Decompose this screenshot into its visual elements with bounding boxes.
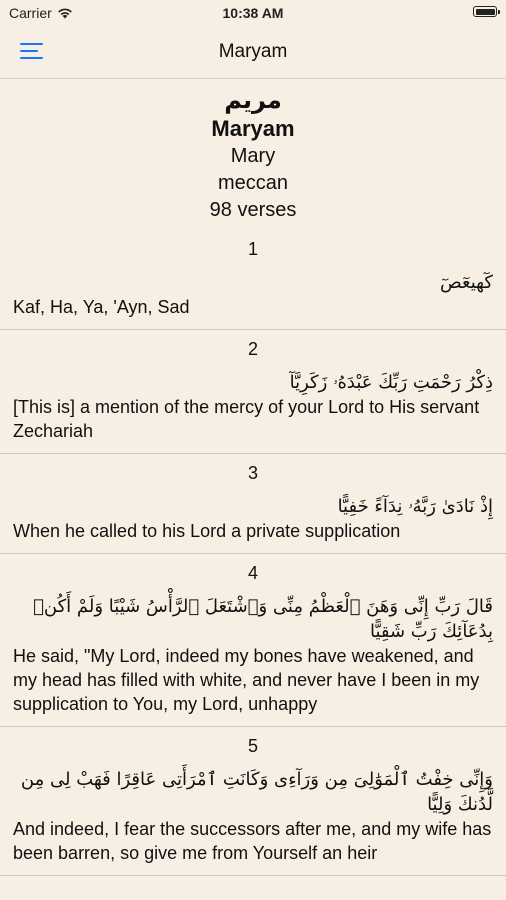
surah-arabic-name: مريم xyxy=(224,86,282,114)
verse-translation: [This is] a mention of the mercy of your Lord to His servant Zechariah xyxy=(13,397,480,441)
verse-arabic: وَإِنِّى خِفْتُ ٱلْمَوَٰلِىَ مِن وَرَآءِى وَكَانَتِ ٱمْرَأَتِى عَاقِرًا فَهَبْ لِى مِن لَّدُنكَ وَلِيًّا xyxy=(20,769,493,815)
status-bar xyxy=(0,0,506,26)
verse-item[interactable] xyxy=(0,554,506,727)
clock: 10:38 AM xyxy=(222,5,284,21)
surah-verse-count: 98 verses xyxy=(209,199,297,221)
verse-item[interactable] xyxy=(0,330,506,454)
verse-list xyxy=(0,230,506,876)
verse-item[interactable] xyxy=(0,727,506,876)
verse-number: 2 xyxy=(247,339,258,359)
battery-icon xyxy=(473,6,497,17)
surah-english-name: Mary xyxy=(230,145,276,167)
verse-number: 5 xyxy=(247,736,258,756)
verse-translation: Kaf, Ha, Ya, 'Ayn, Sad xyxy=(13,297,190,317)
verse-translation: And indeed, I fear the successors after me, and my wife has been barren, so give me from Yourself an heir xyxy=(13,819,492,863)
verse-translation: He said, "My Lord, indeed my bones have weakened, and my head has filled with white, and never have I been in my supplication to You, my Lord, unhappy xyxy=(13,646,480,714)
verse-number: 4 xyxy=(247,563,258,583)
verse-translation: When he called to his Lord a private supplication xyxy=(13,521,401,541)
verse-arabic: إِذْ نَادَىٰ رَبَّهُۥ نِدَآءً خَفِيًّا xyxy=(337,496,493,517)
surah-revelation-type: meccan xyxy=(217,172,289,194)
verse-item[interactable] xyxy=(0,454,506,554)
carrier-label: Carrier xyxy=(9,5,52,21)
surah-header xyxy=(0,79,506,224)
navigation-bar xyxy=(0,26,506,79)
nav-title: Maryam xyxy=(218,41,288,62)
surah-name: Maryam xyxy=(211,116,295,141)
verse-arabic: ذِكْرُ رَحْمَتِ رَبِّكَ عَبْدَهُۥ زَكَرِيَّآ xyxy=(289,372,493,393)
verse-number: 1 xyxy=(247,239,258,259)
verse-number: 3 xyxy=(247,463,258,483)
verse-item[interactable] xyxy=(0,230,506,330)
verse-arabic: قَالَ رَبِّ إِنِّى وَهَنَ ٱلْعَظْمُ مِنِّى وَٱشْتَعَلَ ٱلرَّأْسُ شَيْبًا وَلَمْ أَكُنۢ بِدُعَآئِكَ رَبِّ شَقِيًّا xyxy=(33,596,493,642)
verse-arabic: كٓهيعٓصٓ xyxy=(439,272,493,293)
